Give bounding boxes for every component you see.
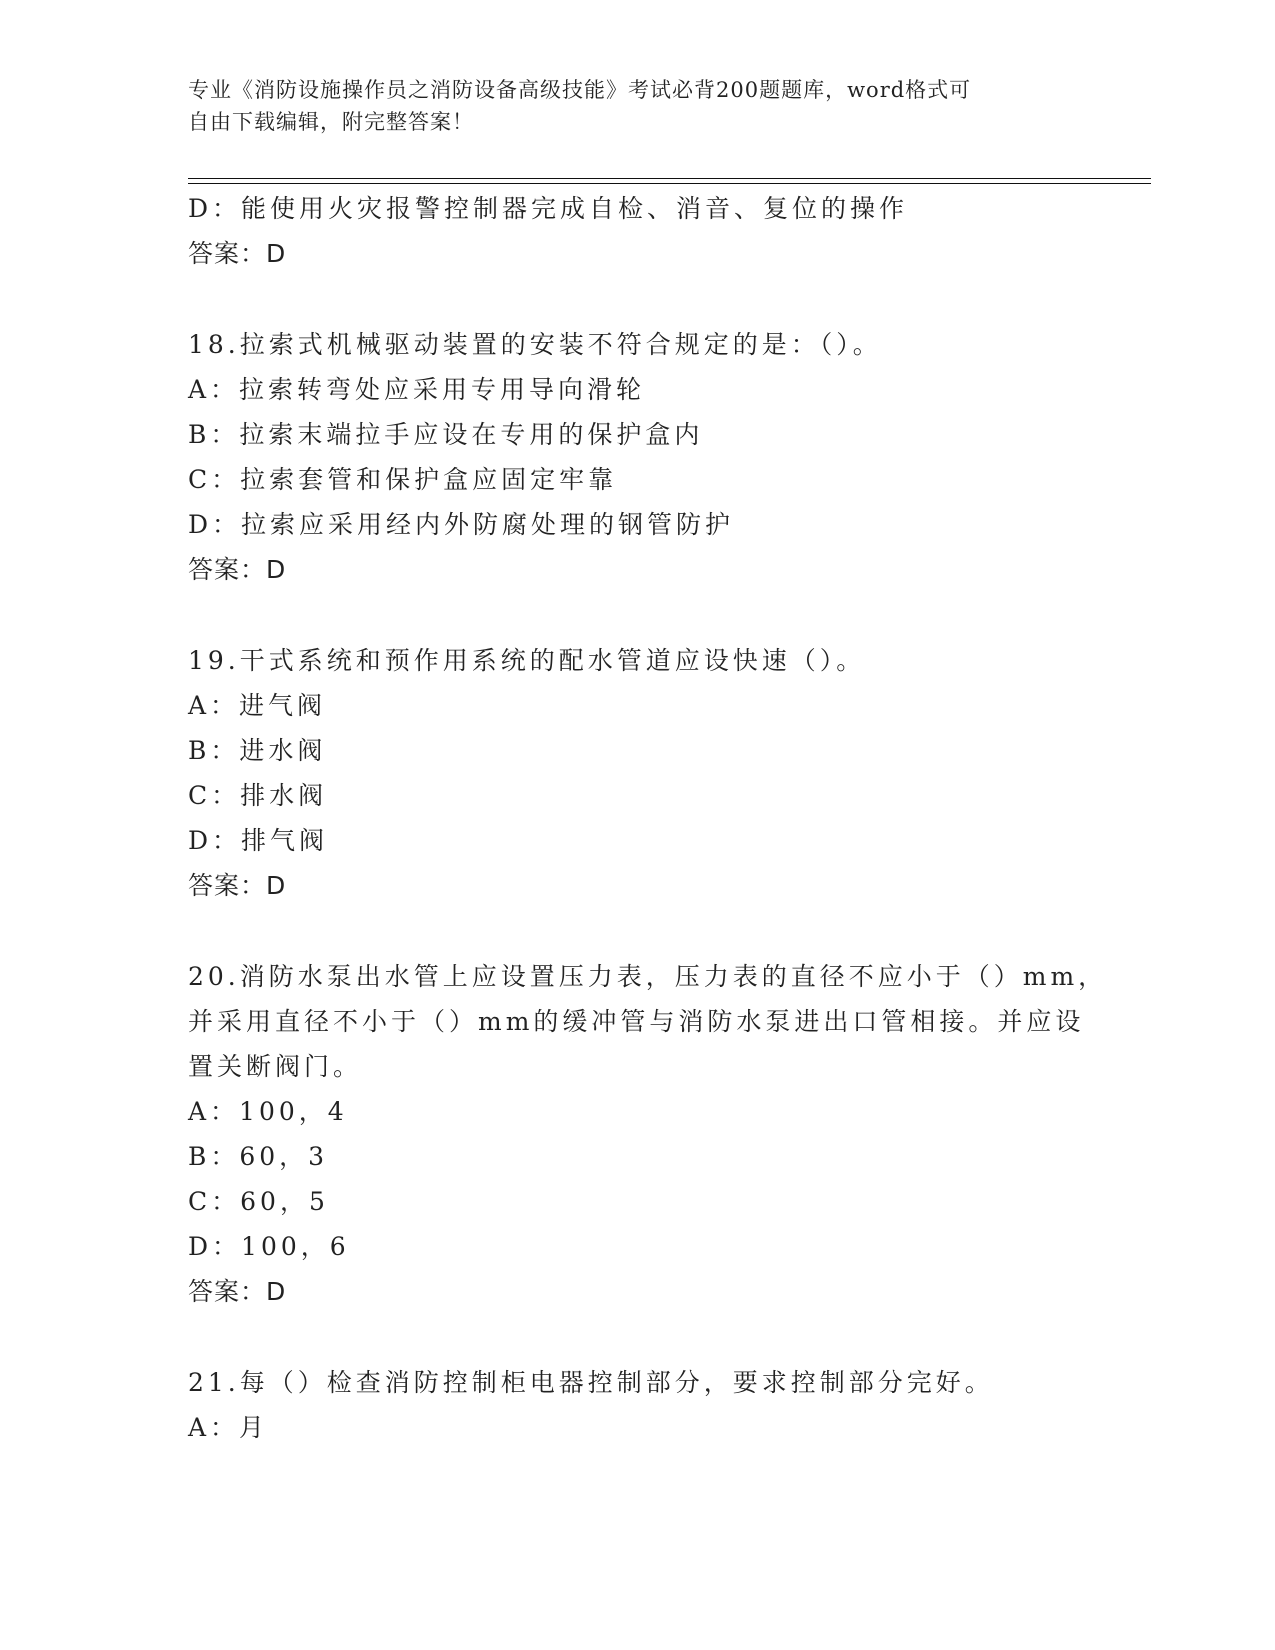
q19-stem: 19.干式系统和预作用系统的配水管道应设快速（）。 [188, 646, 866, 675]
q21-stem: 21.每（）检查消防控制柜电器控制部分，要求控制部分完好。 [188, 1368, 994, 1397]
header-divider-top [188, 178, 1151, 179]
prev-answer: 答案：D [188, 239, 287, 268]
q20-option-d: D：100，6 [188, 1232, 350, 1261]
q18-stem: 18.拉索式机械驱动装置的安装不符合规定的是：（）。 [188, 330, 882, 359]
q19-answer: 答案：D [188, 871, 287, 900]
q20-option-b: B：60，3 [188, 1142, 329, 1171]
q20-answer: 答案：D [188, 1277, 287, 1306]
q19-option-d: D：排气阀 [188, 826, 329, 855]
header-line-1: 专业《消防设施操作员之消防设备高级技能》考试必背200题题库，word格式可 [188, 78, 972, 102]
prev-option-d: D：能使用火灾报警控制器完成自检、消音、复位的操作 [188, 194, 909, 223]
q18-option-b: B：拉索末端拉手应设在专用的保护盒内 [188, 420, 704, 449]
document-header [188, 74, 1068, 138]
q18-option-c: C：拉索套管和保护盒应固定牢靠 [188, 465, 618, 494]
q20-option-c: C：60，5 [188, 1187, 329, 1216]
q20-stem-line-2: 并采用直径不小于（）mm的缓冲管与消防水泵进出口管相接。并应设 [188, 1007, 1085, 1036]
q20-stem-line-3: 置关断阀门。 [188, 1052, 363, 1081]
q21-option-a: A：月 [188, 1413, 269, 1442]
header-divider-bottom [188, 183, 1151, 184]
q19-option-c: C：排水阀 [188, 781, 328, 810]
q19-option-b: B：进水阀 [188, 736, 327, 765]
q19-option-a: A：进气阀 [188, 691, 327, 720]
q18-option-a: A：拉索转弯处应采用专用导向滑轮 [188, 375, 646, 404]
q18-answer: 答案：D [188, 555, 287, 584]
q18-option-d: D：拉索应采用经内外防腐处理的钢管防护 [188, 510, 735, 539]
header-line-2: 自由下载编辑，附完整答案！ [188, 110, 474, 134]
q20-option-a: A：100，4 [188, 1097, 348, 1126]
q20-stem-line-1: 20.消防水泵出水管上应设置压力表，压力表的直径不应小于（）mm， [188, 962, 1108, 991]
